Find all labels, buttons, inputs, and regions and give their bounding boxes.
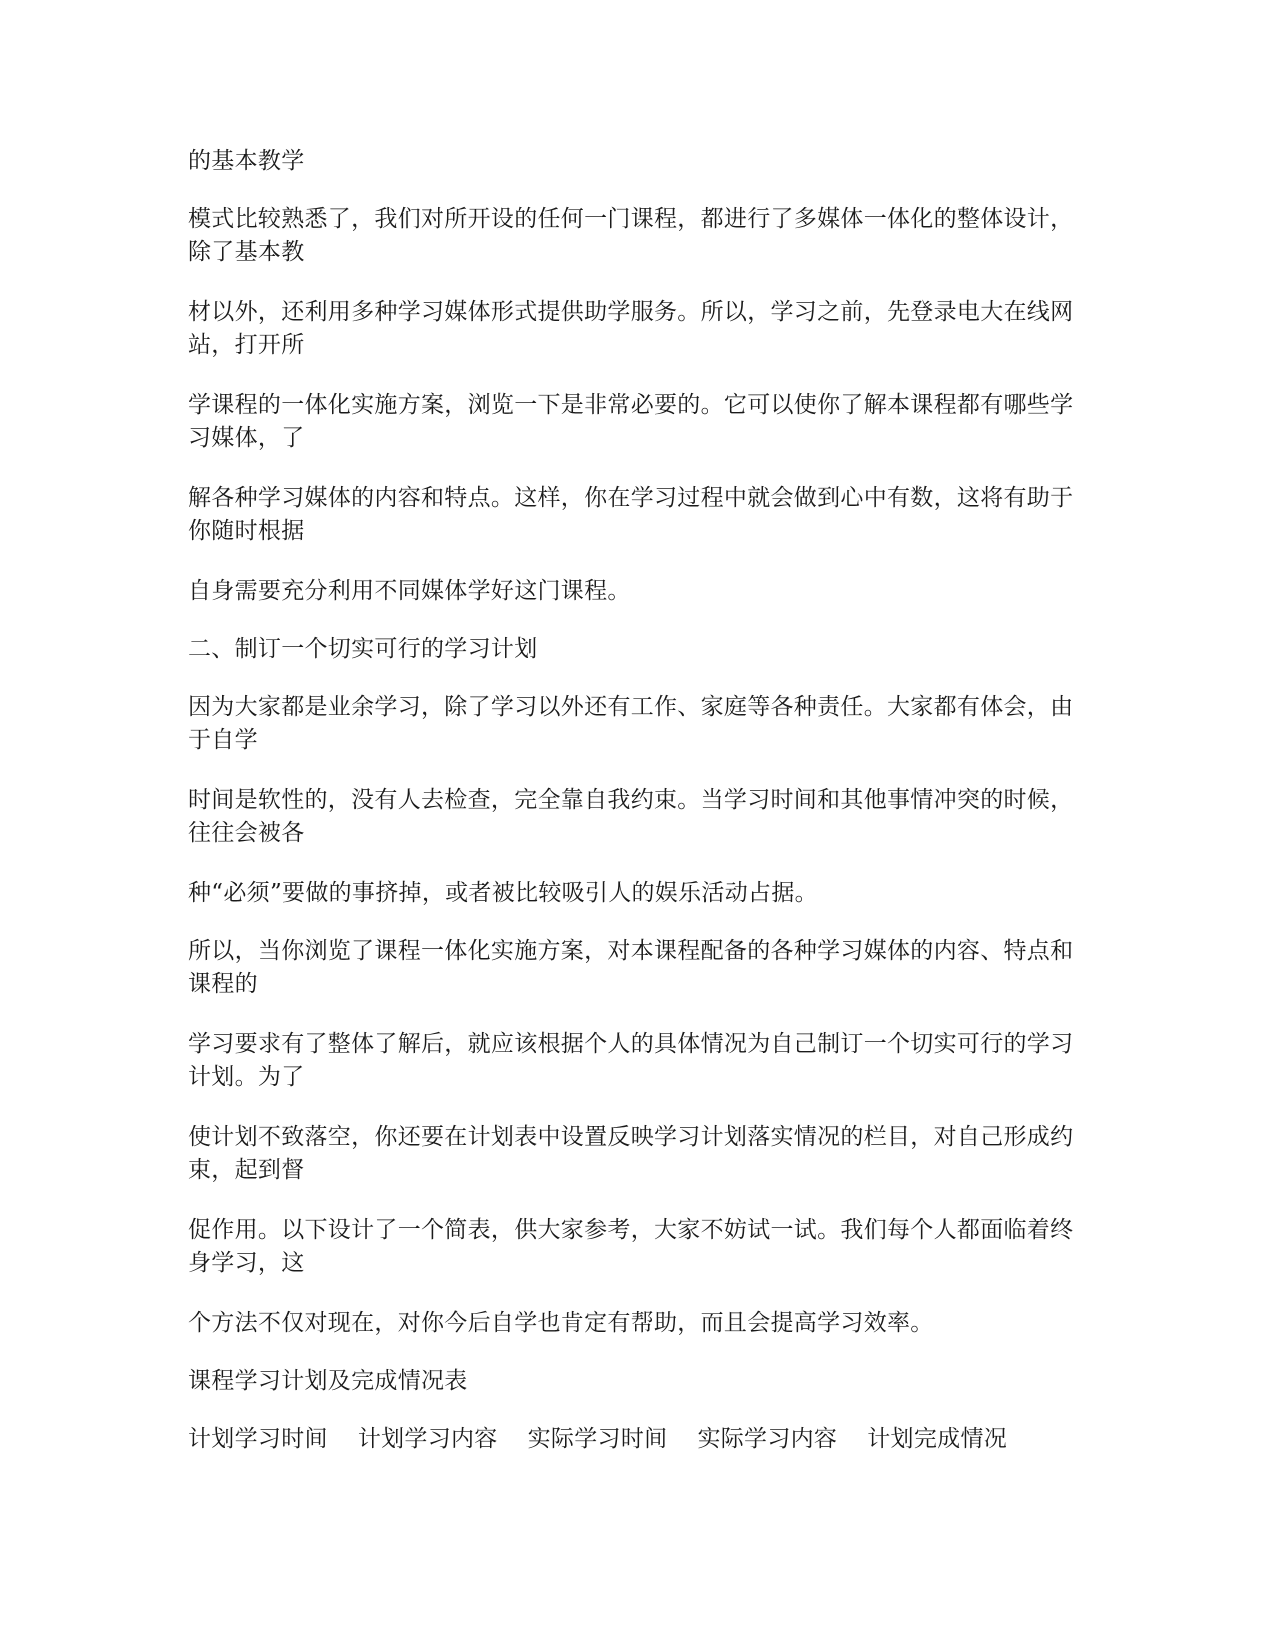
paragraph-5: 解各种学习媒体的内容和特点。这样，你在学习过程中就会做到心中有数，这将有助于你随时根据 — [188, 485, 1074, 544]
document-page — [188, 145, 1088, 1456]
paragraph-3: 材以外，还利用多种学习媒体形式提供助学服务。所以，学习之前，先登录电大在线网站，打开所 — [188, 299, 1074, 358]
paragraph-15: 个方法不仅对现在，对你今后自学也肯定有帮助，而且会提高学习效率。 — [188, 1310, 934, 1336]
paragraph-11: 所以，当你浏览了课程一体化实施方案，对本课程配备的各种学习媒体的内容、特点和课程的 — [188, 938, 1074, 997]
paragraph-8: 因为大家都是业余学习，除了学习以外还有工作、家庭等各种责任。大家都有体会，由于自学 — [188, 694, 1074, 753]
paragraph-9: 时间是软性的，没有人去检查，完全靠自我约束。当学习时间和其他事情冲突的时候，往往会被各 — [188, 787, 1074, 846]
table-header-cell: 计划完成情况 — [867, 1426, 1008, 1452]
paragraph-1: 的基本教学 — [188, 148, 305, 174]
paragraph-12: 学习要求有了整体了解后，就应该根据个人的具体情况为自己制订一个切实可行的学习计划。为了 — [188, 1031, 1074, 1090]
paragraph-4: 学课程的一体化实施方案，浏览一下是非常必要的。它可以使你了解本课程都有哪些学习媒体，了 — [188, 392, 1074, 451]
paragraph-6: 自身需要充分利用不同媒体学好这门课程。 — [188, 578, 631, 604]
paragraph-10: 种“必须”要做的事挤掉，或者被比较吸引人的娱乐活动占据。 — [188, 880, 818, 906]
paragraph-2: 模式比较熟悉了，我们对所开设的任何一门课程，都进行了多媒体一体化的整体设计，除了基本教 — [188, 206, 1074, 265]
paragraph-14: 促作用。以下设计了一个简表，供大家参考，大家不妨试一试。我们每个人都面临着终身学习，这 — [188, 1217, 1074, 1276]
table-header-cell: 计划学习时间 — [188, 1426, 328, 1452]
table-header-cell: 实际学习内容 — [697, 1426, 838, 1452]
table-header-row — [188, 1423, 1088, 1456]
table-header-cell: 实际学习时间 — [527, 1426, 668, 1452]
paragraph-13: 使计划不致落空，你还要在计划表中设置反映学习计划落实情况的栏目，对自己形成约束，起到督 — [188, 1124, 1074, 1183]
table-header-cell: 计划学习内容 — [357, 1426, 498, 1452]
table-title: 课程学习计划及完成情况表 — [188, 1368, 468, 1394]
section-heading: 二、制订一个切实可行的学习计划 — [188, 636, 538, 662]
